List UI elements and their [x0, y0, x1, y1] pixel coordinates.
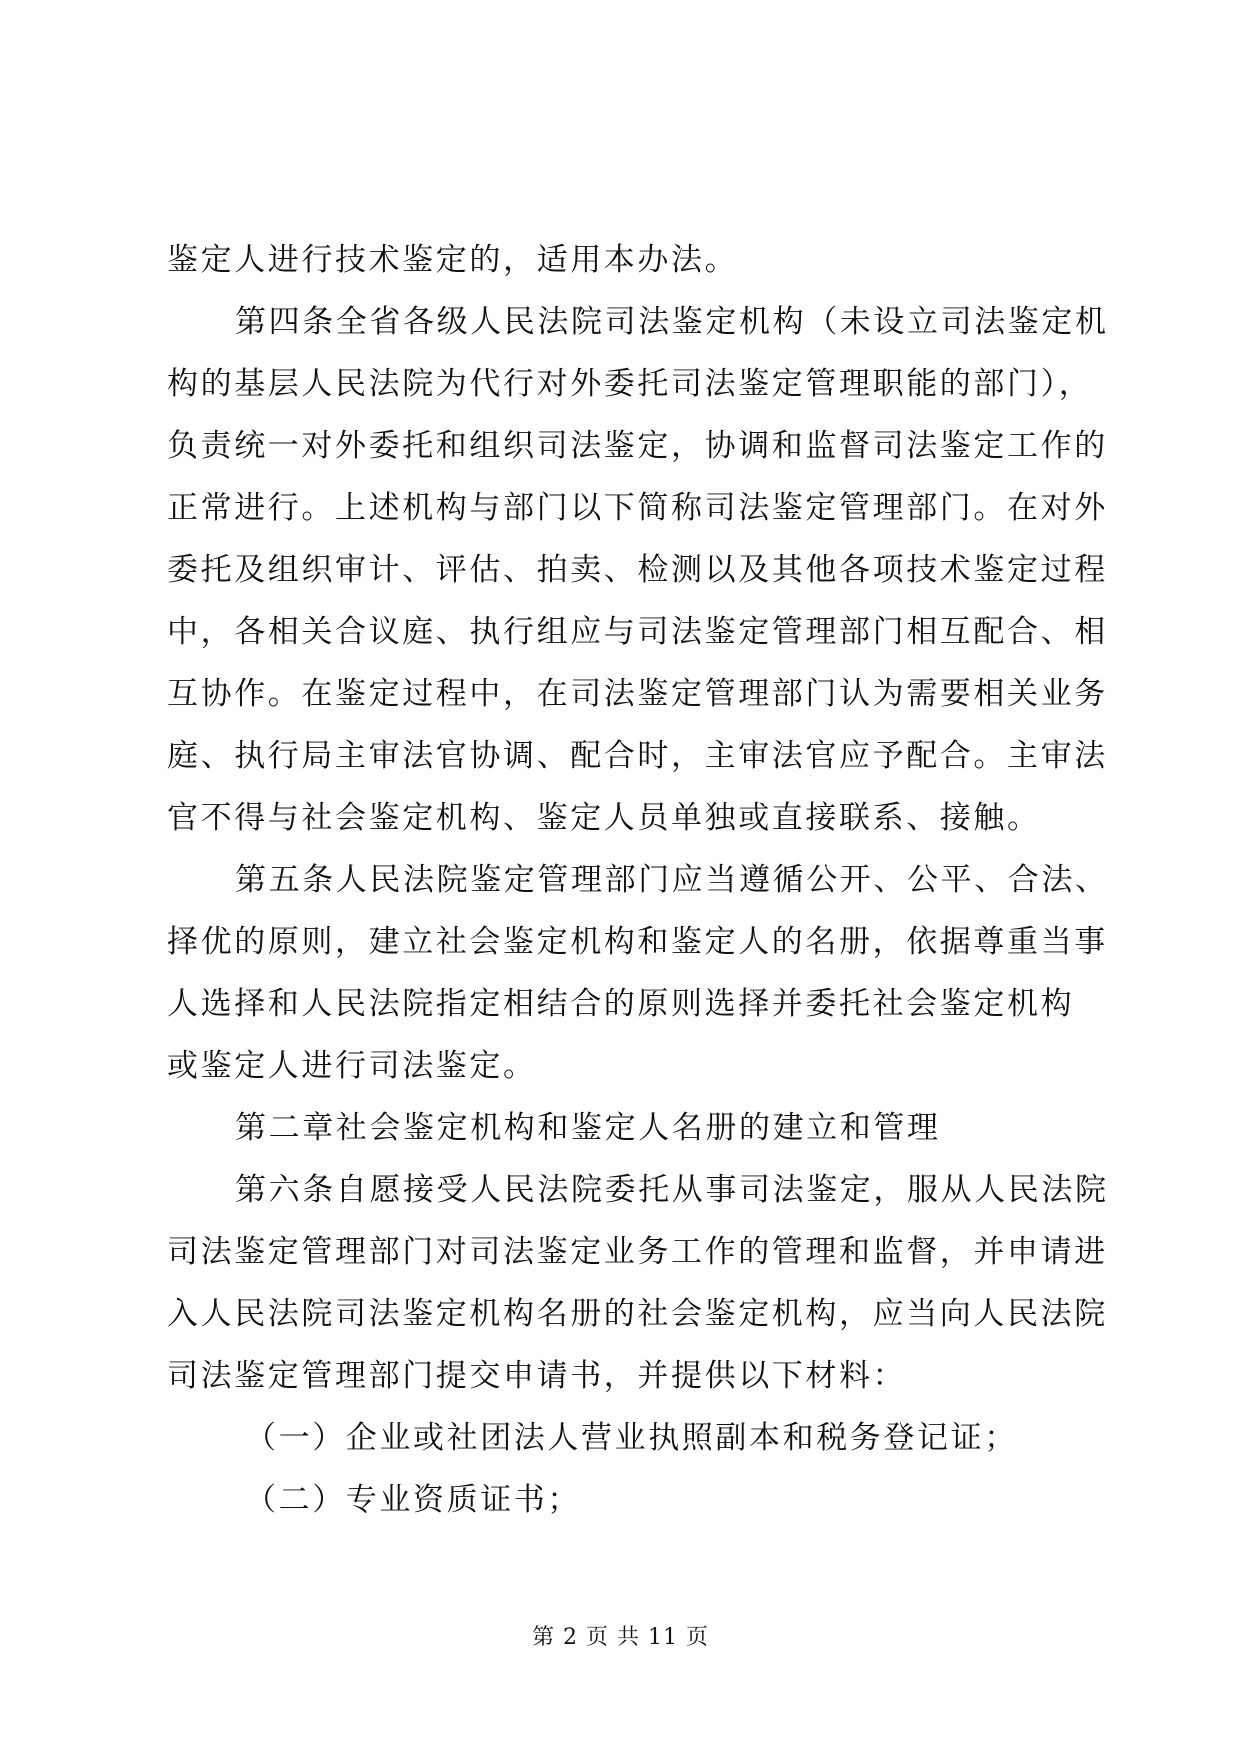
text-line: 第四条全省各级人民法院司法鉴定机构（未设立司法鉴定机 [235, 304, 1109, 340]
text-line: 司法鉴定管理部门提交申请书，并提供以下材料： [167, 1358, 907, 1394]
text-line: 鉴定人进行技术鉴定的，适用本办法。 [167, 242, 739, 278]
text-line: 负责统一对外委托和组织司法鉴定，协调和监督司法鉴定工作的 [167, 428, 1108, 464]
document-body [167, 229, 1109, 1531]
text-line: 人选择和人民法院指定相结合的原则选择并委托社会鉴定机构 [167, 986, 1075, 1022]
list-item: （二）专业资质证书； [245, 1482, 581, 1518]
text-line: 庭、执行局主审法官协调、配合时，主审法官应予配合。主审法 [167, 738, 1108, 774]
chapter-heading: 第二章社会鉴定机构和鉴定人名册的建立和管理 [235, 1110, 941, 1146]
text-line: 入人民法院司法鉴定机构名册的社会鉴定机构，应当向人民法院 [167, 1296, 1108, 1332]
text-line: 择优的原则，建立社会鉴定机构和鉴定人的名册，依据尊重当事 [167, 924, 1108, 960]
text-line: 或鉴定人进行司法鉴定。 [167, 1048, 537, 1084]
text-line: 官不得与社会鉴定机构、鉴定人员单独或直接联系、接触。 [167, 800, 1041, 836]
text-line: 司法鉴定管理部门对司法鉴定业务工作的管理和监督，并申请进 [167, 1234, 1108, 1270]
list-item: （一）企业或社团法人营业执照副本和税务登记证； [245, 1420, 1018, 1456]
text-line: 中，各相关合议庭、执行组应与司法鉴定管理部门相互配合、相 [167, 614, 1108, 650]
text-line: 互协作。在鉴定过程中，在司法鉴定管理部门认为需要相关业务 [167, 676, 1108, 712]
text-line: 第六条自愿接受人民法院委托从事司法鉴定，服从人民法院 [235, 1172, 1109, 1208]
text-line: 委托及组织审计、评估、拍卖、检测以及其他各项技术鉴定过程 [167, 552, 1108, 588]
text-line: 正常进行。上述机构与部门以下简称司法鉴定管理部门。在对外 [167, 490, 1108, 526]
text-line: 构的基层人民法院为代行对外委托司法鉴定管理职能的部门）， [167, 366, 1093, 402]
page-footer: 第 2 页 共 11 页 [532, 1625, 709, 1650]
text-line: 第五条人民法院鉴定管理部门应当遵循公开、公平、合法、 [235, 862, 1109, 898]
